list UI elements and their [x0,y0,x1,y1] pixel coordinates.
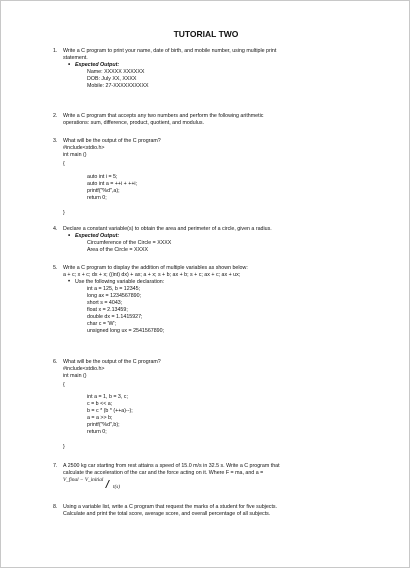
formula-numerator: V_final − V_initial [63,477,104,483]
question-text: Write a C program to display the addition of multiple variables as shown below: [63,265,248,271]
question-number: 5. [53,265,58,271]
code-line: return 0; [87,195,107,201]
question-text: A 2500 kg car starting from rest attains a speed of 15.0 m/s in 32.5 s. Write a C program that [63,463,280,469]
expected-output-label: • Expected Output: [75,233,363,240]
declaration-line: char c = 'W'; [87,321,116,327]
formula-denominator: t(s) [113,484,121,490]
code-line: printf("%d",a); [87,188,120,194]
code-line: int a = 1, b = 3, c; [87,394,128,400]
question-number: 6. [53,359,58,365]
declaration-line: float x = 2.13459; [87,307,128,313]
page-title: TUTORIAL TWO [173,29,239,39]
question-text: calculate the acceleration of the car and the force acting on it. Where F = ma, and a = [63,470,264,476]
question-2 [53,113,363,127]
question-number: 2. [53,113,58,119]
output-line: Area of the Circle = XXXX [87,247,149,253]
question-text: What will be the output of the C program? [63,359,161,365]
output-line: DOB: July XX, XXXX [87,76,137,82]
code-line: int main () [63,373,87,379]
code-line: return 0; [87,429,107,435]
code-line: { [63,382,65,388]
code-line: } [63,210,65,216]
question-number: 1. [53,48,58,54]
declaration-line: int a = 125, b = 12345; [87,286,141,292]
question-7 [53,463,363,493]
question-text: What will be the output of the C program? [63,138,161,144]
question-text: Declare a constant variable(s) to obtain the area and perimeter of a circle, given a radius. [63,226,272,232]
output-line: Circumference of the Circle = XXXX [87,240,172,246]
question-6 [53,359,363,451]
code-line: { [63,161,65,167]
code-line: printf("%d",b); [87,422,120,428]
code-line: a = a >> b; [87,415,113,421]
bullet-text: • Use the following variable declaration: [75,279,363,286]
question-3 [53,138,363,217]
question-text: Write a C program to print your name, date of birth, and mobile number, using multiple print [63,48,277,54]
question-number: 8. [53,504,58,510]
question-number: 7. [53,463,58,469]
declaration-line: short s = 4043; [87,300,123,306]
code-line: } [63,444,65,450]
question-text: statement. [63,55,88,61]
code-line: b = c * (b * (++a)--); [87,408,133,414]
expected-output-label: • Expected Output: [75,62,363,69]
declaration-line: long ax = 1234567890; [87,293,142,299]
question-8 [53,504,363,518]
question-text: a + c; x + c; dx + x; ((int) dx) + ax; a + x; s + b; ax + b; s + c; ax + c; ax + ux; [63,272,241,278]
code-line: c = b << a; [87,401,113,407]
code-line: auto int i = 5; [87,174,118,180]
question-text: operations: sum, difference, product, quotient, and modulus. [63,120,204,126]
question-4 [53,226,363,254]
acceleration-formula [63,477,363,493]
question-5 [53,265,363,335]
question-1 [53,48,363,90]
question-text: Using a variable list, write a C program that request the marks of a student for five subjects. [63,504,278,510]
output-line: Name: XXXXX XXXXXX [87,69,145,75]
declaration-line: unsigned long ux = 2541567890; [87,328,165,334]
question-text: Calculate and print the total score, average score, and overall percentage of all subjects. [63,511,271,517]
question-number: 4. [53,226,58,232]
code-line: auto int a = ++i + ++i; [87,181,138,187]
question-text: Write a C program that accepts any two numbers and perform the following arithmetic [63,113,264,119]
output-line: Mobile: 27-XXXXXXXXXX [87,83,149,89]
code-line: int main () [63,152,87,158]
declaration-line: double dx = 1.1415927; [87,314,143,320]
question-number: 3. [53,138,58,144]
code-line: #include<stdio.h> [63,145,105,151]
code-line: #include<stdio.h> [63,366,105,372]
